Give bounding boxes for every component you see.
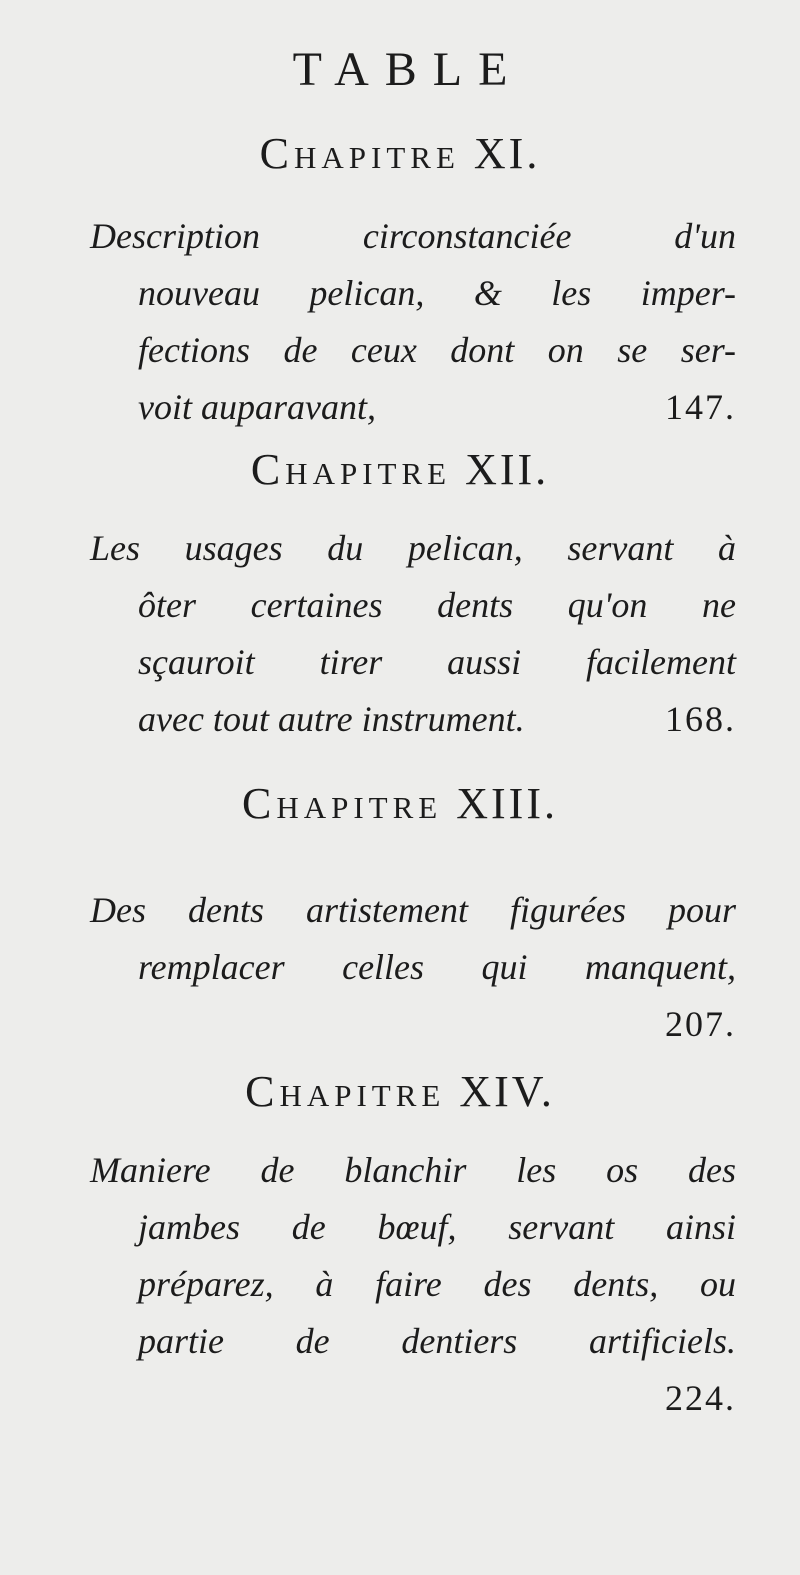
entry-line: Description circonstanciée d'un [90, 216, 736, 256]
entry-line: ôter certaines dents qu'on ne [138, 585, 736, 625]
chapter-heading-word: Chapitre [250, 445, 452, 494]
chapter-heading-word: Chapitre [245, 1067, 446, 1116]
page-number-line [90, 996, 736, 1053]
entry-line: sçauroit tirer aussi facilement [138, 642, 736, 682]
chapter-heading-word: Chapitre [242, 779, 443, 828]
chapter-entry [90, 1142, 736, 1427]
entry-line: partie de dentiers artificiels. [138, 1321, 736, 1361]
chapter-heading [0, 128, 800, 179]
page-number: 224. [665, 1378, 736, 1418]
entry-line: Des dents artistement figurées pour [90, 890, 736, 930]
chapter-heading-numeral: XI. [473, 129, 541, 178]
entry-line: préparez, à faire des dents, ou [138, 1264, 736, 1304]
chapter-heading-numeral: XIII. [456, 779, 558, 828]
entry-line: nouveau pelican, & les imper- [138, 273, 736, 313]
running-head: TABLE [292, 43, 524, 96]
chapter-heading-word: Chapitre [259, 129, 460, 178]
entry-line: jambes de bœuf, servant ainsi [138, 1207, 736, 1247]
entry-line: Maniere de blanchir les os des [90, 1150, 736, 1190]
chapter-heading-numeral: XII. [465, 445, 550, 494]
page-number: 168. [665, 699, 736, 739]
entry-line [90, 691, 736, 748]
chapter-entry [90, 208, 736, 436]
entry-line [90, 379, 736, 436]
chapter-entry [90, 882, 736, 1053]
page-number: 147. [665, 387, 736, 427]
chapter-heading-numeral: XIV. [459, 1067, 555, 1116]
entry-line-text: voit auparavant, [138, 387, 376, 427]
page-number-line [90, 1370, 736, 1427]
entry-line: fections de ceux dont on se ser- [138, 330, 736, 370]
page-number: 207. [665, 1004, 736, 1044]
chapter-heading [0, 444, 800, 495]
chapter-entry [90, 520, 736, 748]
entry-line: remplacer celles qui manquent, [138, 947, 736, 987]
chapter-heading [0, 1066, 800, 1117]
entry-line-text: avec tout autre instrument. [138, 699, 525, 739]
entry-line: Les usages du pelican, servant à [90, 528, 736, 568]
chapter-heading [0, 778, 800, 829]
